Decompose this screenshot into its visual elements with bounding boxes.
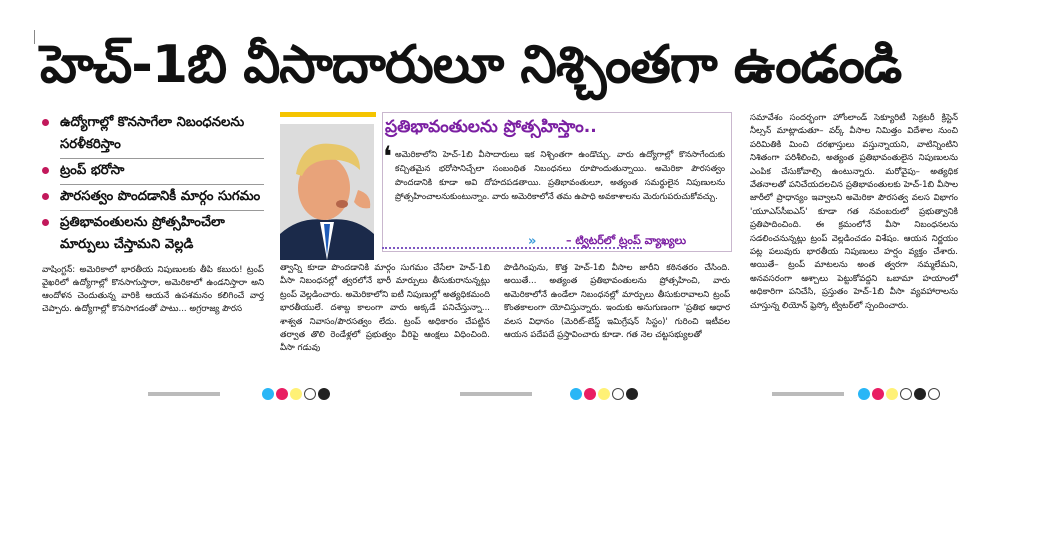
quote-title: ప్రతిభావంతులను ప్రోత్సహిస్తాం.. xyxy=(385,117,597,137)
quote-mark-icon: ❛ xyxy=(383,140,393,173)
highlight-bullets xyxy=(42,112,264,256)
bullet-item xyxy=(42,212,264,256)
bullet-item xyxy=(42,160,264,182)
bullet-text: ట్రంప్‌ భరోసా xyxy=(60,163,125,178)
print-strip xyxy=(148,392,220,396)
quote-caption: – ట్విటర్‌లో ట్రంప్‌ వ్యాఖ్యలు xyxy=(566,234,687,247)
quote-text: అమెరికాలోని హెచ్‌-1బి వీసాదారులు ఇక నిశ్చింతగా ఉండొచ్చు. వారు ఉద్యోగాల్లో కొనసాగేందుకు కచ్చితమైన భరోసానిచ్చేలా సంబంధిత నిబంధనలు రూపొందుతున్నాయి. అమెరికా పౌరసత్వం పొందడానికి కూడా అవి దోహదపడతాయి. ప్రతిభావంతులూ, అత్యంత సమర్థులైన నిపుణులను ప్రోత్సహించాలనుకుంటున్నాం. వారు అమెరికాలోనే తమ ఉపాధి అవకాశాలను మెరుగుపరుచుకోవచ్చు. xyxy=(395,149,725,201)
portrait-photo-icon xyxy=(280,124,374,260)
body-column-1: త్వాన్ని కూడా పొందడానికి మార్గం సుగమం చేసేలా హెచ్‌-1బి వీసా నిబంధనల్లో త్వరలోనే భారీ మార్పులు తీసుకురానున్నట్లు ట్రంప్‌ వెల్లడించారు. అమెరికాలోని ఐటీ నిపుణుల్లో అత్యధికమంది భారతీయులే. దశాబ్ద కాలంగా వారు అక్కడే పనిచేస్తున్నా... శాశ్వత నివాసం/పౌరసత్వం లేదు. ట్రంప్‌ అధికారం చేపట్టిన తర్వాత తొలి రెండేళ్లలో ప్రభుత్వం వీరిపై ఆంక్షలు విధించింది. వీసా గడువు xyxy=(280,263,490,354)
bullet-divider xyxy=(60,158,264,159)
bullet-divider xyxy=(60,210,264,211)
bullet-dot-icon xyxy=(42,193,49,200)
bullet-text: పౌరసత్వం పొందడానికీ మార్గం సుగమం xyxy=(60,189,261,204)
right-column: సమావేశం సందర్భంగా హోంలాండ్‌ సెక్యూరిటీ సెక్రటరీ క్రిస్టెన్‌ నీల్సన్‌ మాట్లాడుతూ– వర్క్‌ వీసాల నిమిత్తం విదేశాల నుంచి పరిమితికి మించి దరఖాస్తులు వస్తున్నాయని, వాటిన్నింటిని నిశితంగా పరిశీలించి, అత్యంత ప్రతిభావంతులైన నిపుణులను ఎంపిక చేసుకోవాల్సి ఉంటున్నారు. మరోవైపు– అత్యధిక వేతనాలతో పనిచేయదలచిన ప్రతిభావంతులకు హెచ్‌-1బి వీసాల జారీలో ప్రాధాన్యం ఇవ్వాలని అమెరికా పౌరసత్వ వలస విభాగం 'యూఎస్‌సీఐఎస్‌' కూడా గత నవంబరులో ప్రభుత్వానికి ప్రతిపాదించింది. ఈ క్రమంలోనే వీసా నిబంధనలను సడలించనున్నట్లు ట్రంప్‌ వెల్లడించడం విశేషం. ఆయన నిర్ణయం పట్ల పలువురు భారతీయ నిపుణులు హర్షం వ్యక్తం చేశారు. అయితే– ట్రంప్‌ మాటలను అంత త్వరగా నమ్మలేమని, అనవసరంగా ఆశ్చాలు పెట్టుకోవద్దని ఒబామా హయాంలో అధికారిగా పనిచేసి, ప్రస్తుతం హెచ్‌-1బి వీసా వ్యవహారాలను చూస్తున్న లియోన్‌ ఫ్రెస్కో ట్విటర్‌లో స్పందించారు. xyxy=(750,113,958,311)
body-column-2: పొడిగింపును, కొత్త హెచ్‌-1బి వీసాల జారీని కఠినతరం చేసింది. అయితే... అత్యంత ప్రతిభావంతులను ప్రోత్సహించి, వారు అమెరికాలోనే ఉండేలా నిబంధనల్లో మార్పులు తీసుకురావాలని ట్రంప్‌ కొంతకాలంగా యోచిస్తున్నారు. ఇందుకు అనుగుణంగా 'ప్రతిభ ఆధార వలస విధానం (మెరిట్‌-బేస్డ్‌ ఇమిగ్రేషన్‌ సిస్టం)' గురించి ఇటీవల ఆయన పదేపదే ప్రస్తావించారు కూడా. గత నెల చట్టసభ్యులతో xyxy=(504,263,730,341)
bullet-dot-icon xyxy=(42,219,49,226)
bullet-dot-icon xyxy=(42,119,49,126)
bullet-text: ప్రతిభావంతులను ప్రోత్సహించేలా మార్పులు చేస్తామని వెల్లడి xyxy=(60,215,225,252)
bullet-dot-icon xyxy=(42,167,49,174)
print-strip xyxy=(772,392,844,396)
bullet-item xyxy=(42,112,264,156)
registration-marks-icon xyxy=(570,388,638,400)
article-lead-text: వాషింగ్టన్‌: అమెరికాలో భారతీయ నిపుణులకు తీపి కబురు! ట్రంప్‌ వైఖరిలో ఉద్యోగాల్లో కొనసాగుస్తారా, అమెరికాలో ఉండనిస్తారా అని ఆందోళన చెందుతున్న వారికి ఆయనే ఉపశమనం కలిగించే వార్త చెప్పారు. ఉద్యోగాల్లో కొనసాగడంతో పాటు... అగ్రరాజ్య పౌరస xyxy=(42,265,264,314)
registration-marks-icon xyxy=(262,388,330,400)
accent-bar xyxy=(280,112,376,117)
bullet-text: ఉద్యోగాల్లో కొనసాగేలా నిబంధనలను సరళీకరిస్తాం xyxy=(60,115,245,152)
quote-box xyxy=(382,112,732,252)
print-strip xyxy=(460,392,532,396)
registration-marks-icon xyxy=(858,388,940,400)
left-column xyxy=(42,112,264,316)
headline: హెచ్‌-1బి వీసాదారులూ నిశ్చింతగా ఉండండి xyxy=(40,35,902,95)
bullet-item xyxy=(42,186,264,208)
margin-tick xyxy=(34,30,35,44)
double-chevron-icon: » xyxy=(528,234,537,249)
bullet-divider xyxy=(60,184,264,185)
